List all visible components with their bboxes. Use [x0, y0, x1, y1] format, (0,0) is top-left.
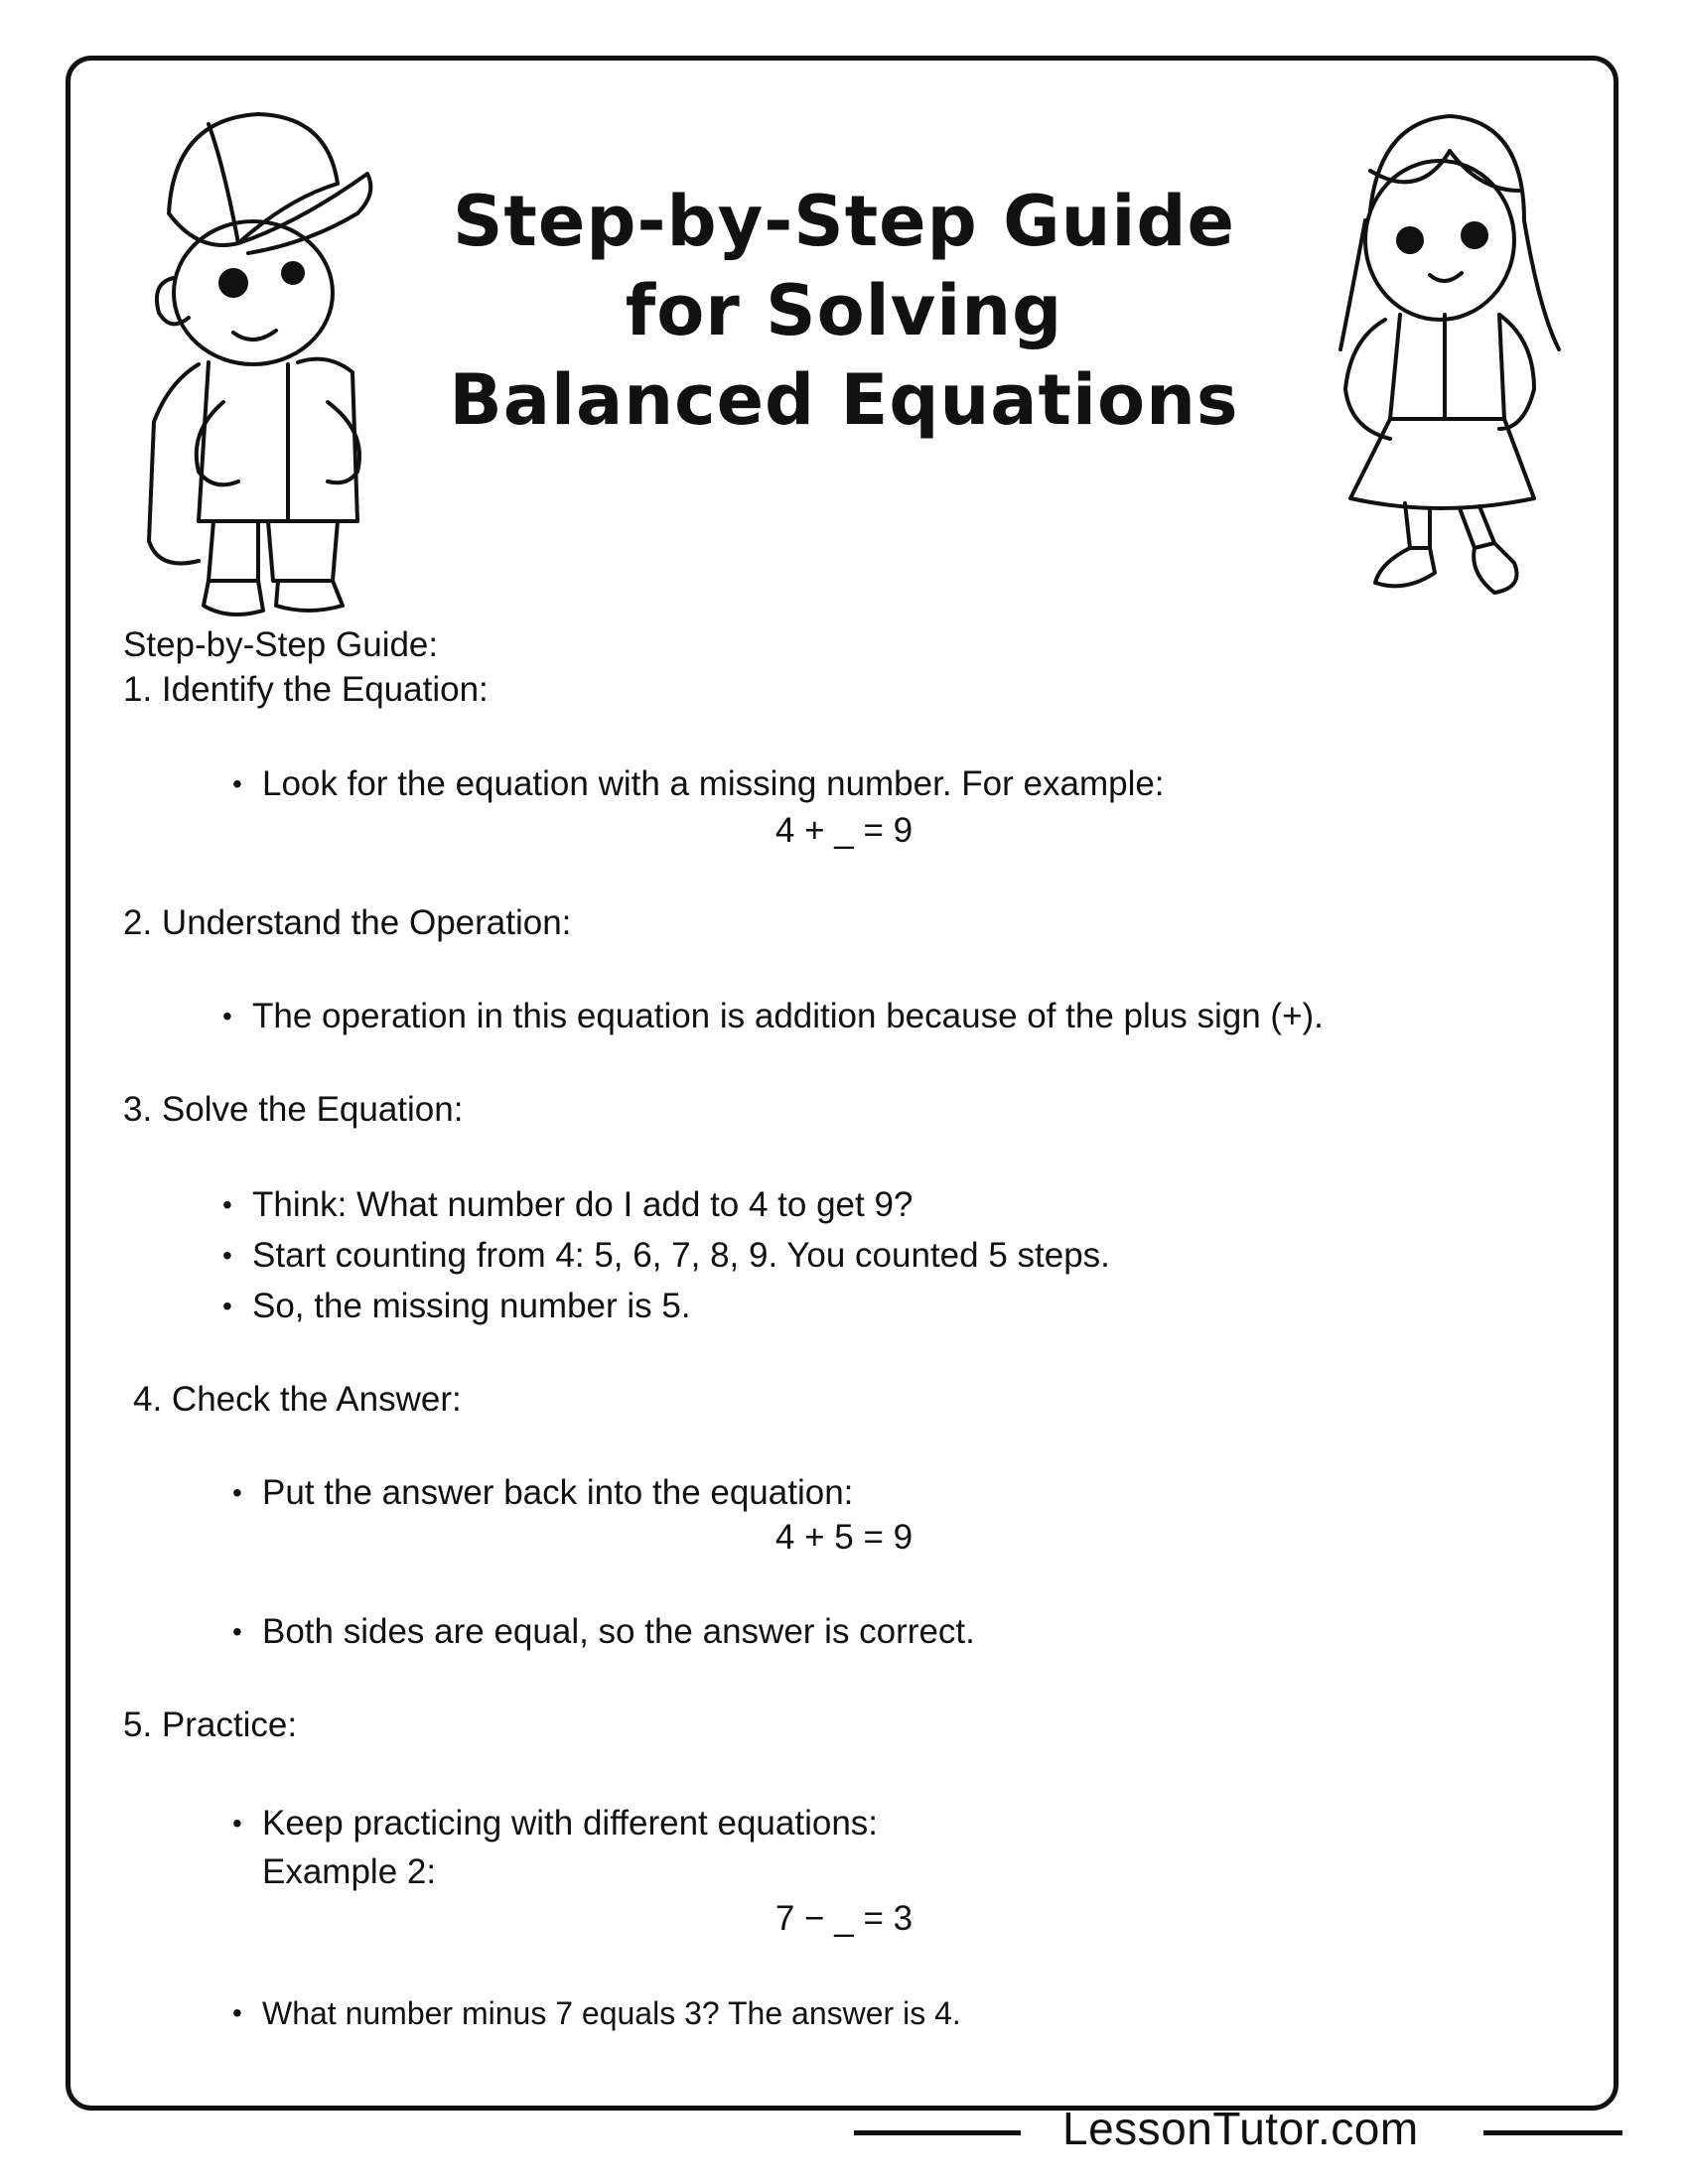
- boy-with-backpack-illustration: [129, 104, 387, 620]
- step-1-bullet: • Look for the equation with a missing number. For example:: [262, 762, 1165, 806]
- step-3-bullet-2: • Start counting from 4: 5, 6, 7, 8, 9. You counted 5 steps.: [252, 1234, 1110, 1278]
- guide-heading: Step-by-Step Guide:: [123, 625, 439, 664]
- footer-rule-left: [854, 2130, 1021, 2135]
- step-4-label: 4. Check the Answer:: [133, 1380, 462, 1419]
- step-5-bullet-1: • Keep practicing with different equations:: [262, 1802, 878, 1845]
- step-4-bullet-2: • Both sides are equal, so the answer is correct.: [262, 1610, 975, 1654]
- step-4-example: 4 + 5 = 9: [774, 1518, 914, 1557]
- title-line-3: Balanced Equations: [449, 359, 1239, 441]
- title-line-2: for Solving: [625, 270, 1063, 351]
- step-5-label: 5. Practice:: [123, 1706, 298, 1744]
- step-1-example: 4 + _ = 9: [774, 811, 914, 850]
- page-title: [357, 177, 1331, 445]
- step-5-example-label: Example 2:: [262, 1852, 437, 1891]
- step-3-label: 3. Solve the Equation:: [123, 1090, 464, 1129]
- step-2-label: 2. Understand the Operation:: [123, 903, 572, 942]
- step-2-bullet: • The operation in this equation is addition because of the plus sign (+).: [252, 995, 1324, 1038]
- step-5-bullet-2: • What number minus 7 equals 3? The answer is 4.: [262, 1991, 961, 2035]
- girl-with-backpack-illustration: [1311, 111, 1569, 608]
- title-line-1: Step-by-Step Guide: [453, 181, 1235, 262]
- footer-brand: LessonTutor.com: [1062, 2103, 1419, 2154]
- footer-rule-right: [1483, 2130, 1622, 2135]
- step-5-example: 7 − _ = 3: [774, 1899, 914, 1938]
- step-1-label: 1. Identify the Equation:: [123, 670, 489, 709]
- step-3-bullet-3: • So, the missing number is 5.: [252, 1285, 691, 1328]
- step-4-bullet-1: • Put the answer back into the equation:: [262, 1471, 853, 1515]
- step-3-bullet-1: • Think: What number do I add to 4 to get 9?: [252, 1183, 913, 1227]
